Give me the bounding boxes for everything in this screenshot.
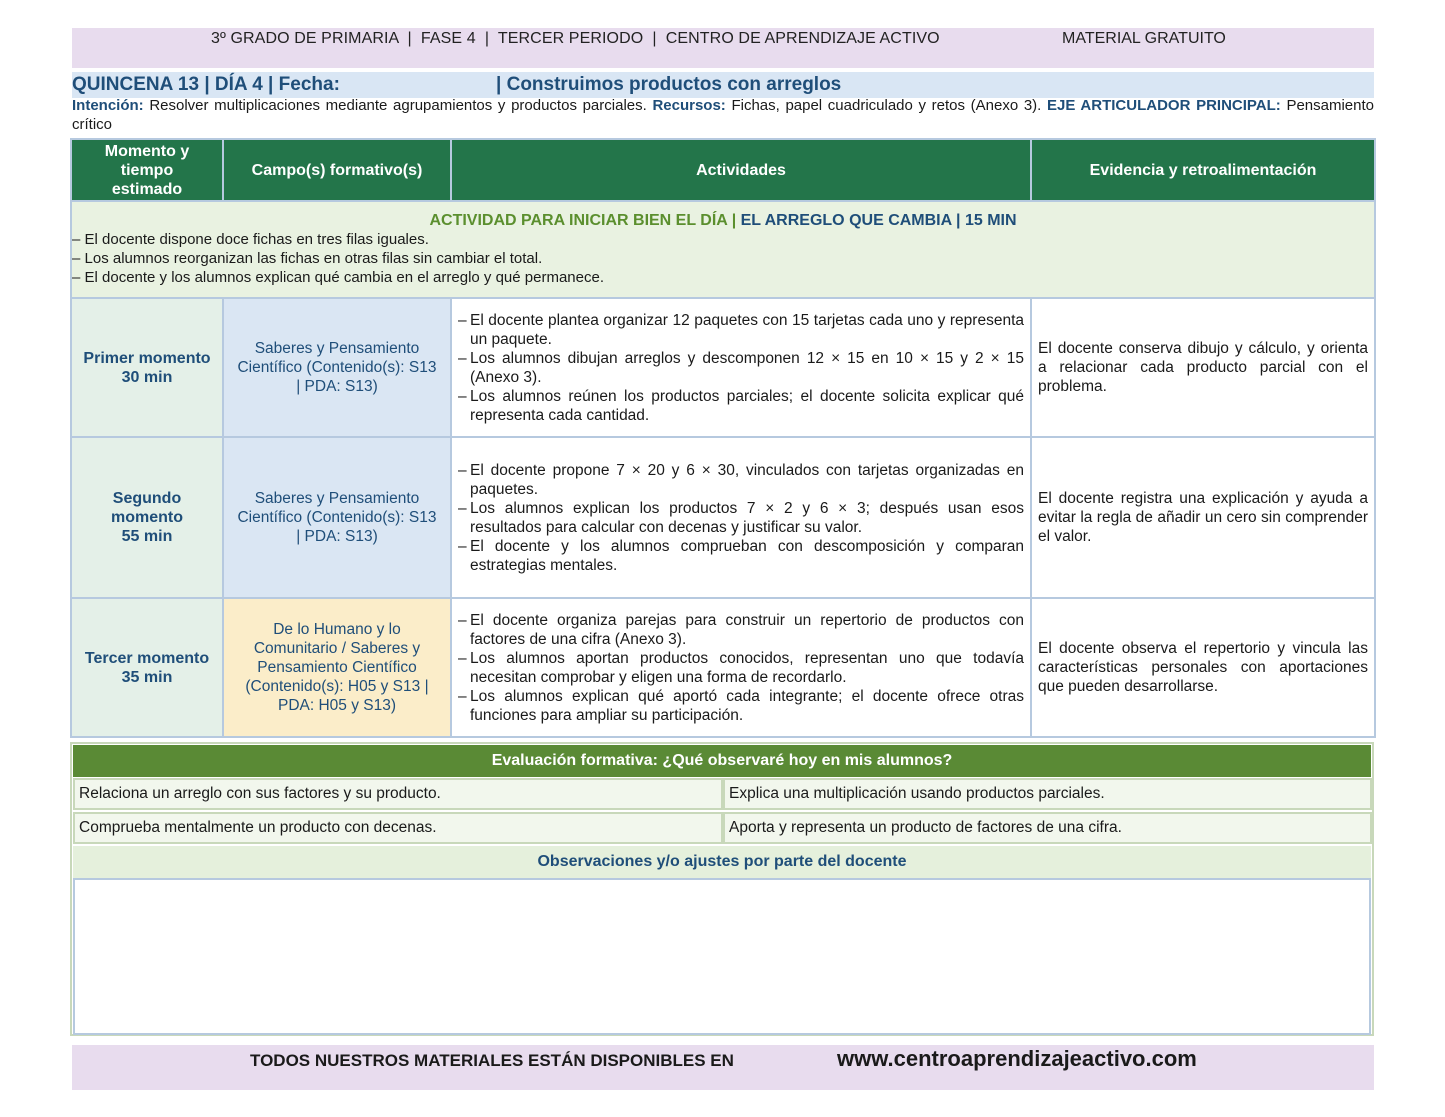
campo-cell: De lo Humano y lo Comunitario / Saberes y Pensamiento Científico (Contenido(s): H05 y S13 | PDA: H05 y S13) [223,598,451,737]
evaluation-item: Relaciona un arreglo con sus factores y su producto. [73,778,723,810]
intention-text: Resolver multiplicaciones mediante agrupamientos y productos parciales. [143,97,653,114]
daystart-line: – Los alumnos reorganizan las fichas en otras filas sin cambiar el total. [72,250,543,267]
axis-label: EJE ARTICULADOR PRINCIPAL: [1046,97,1281,114]
header-evidencia: Evidencia y retroalimentación [1031,139,1375,201]
footer-text: TODOS NUESTROS MATERIALES ESTÁN DISPONIBLES EN [250,1051,734,1070]
observations-notes-area[interactable] [73,878,1371,1035]
activity-item: – Los alumnos explican los productos 7 × 2 y 6 × 3; después usan esos resultados para calcular con decenas y justificar su valor. [458,499,1024,537]
title-bar [72,72,1374,98]
banner-grade-info: 3º GRADO DE PRIMARIA | FASE 4 | TERCER PERIODO | CENTRO DE APRENDIZAJE ACTIVO [211,30,940,47]
top-banner [72,28,1374,68]
activity-item: – El docente y los alumnos comprueban con descomposición y comparan estrategias mentales. [458,537,1024,575]
activity-item: – Los alumnos explican qué aportó cada integrante; el docente ofrece otras funciones para ampliar su participación. [458,687,1024,725]
resources-label: Recursos: [652,97,726,114]
activity-item: – Los alumnos dibujan arreglos y descomponen 12 × 15 en 10 × 15 y 2 × 15 (Anexo 3). [458,349,1024,387]
moment-cell: Primer momento 30 min [71,298,223,437]
header-momento: Momento y tiempo estimado [71,139,223,201]
intention-label: Intención: [72,97,144,114]
daystart-cell [71,201,1375,298]
moment-cell: Segundo momento 55 min [71,437,223,598]
moment-row-1 [71,298,1375,437]
intention-paragraph [72,96,1374,134]
activity-item: – Los alumnos reúnen los productos parciales; el docente solicita explicar qué representa cada cantidad. [458,387,1024,425]
resources-text: Fichas, papel cuadriculado y retos (Anexo 3). [725,97,1047,114]
plan-table [70,138,1376,738]
activities-cell [451,437,1031,598]
evidence-cell: El docente conserva dibujo y cálculo, y orienta a relacionar cada producto parcial con el problema. [1031,298,1375,437]
daystart-line: – El docente y los alumnos explican qué cambia en el arreglo y qué permanece. [72,269,604,286]
evaluation-item: Explica una multiplicación usando productos parciales. [723,778,1372,810]
campo-cell: Saberes y Pensamiento Científico (Contenido(s): S13 | PDA: S13) [223,437,451,598]
formative-evaluation [70,742,1374,1036]
header-actividades: Actividades [451,139,1031,201]
evidence-cell: El docente observa el repertorio y vincula las características personales con aportaciones que pueden desarrollarse. [1031,598,1375,737]
activity-item: – Los alumnos aportan productos conocidos, representan uno que todavía necesitan comprobar y eligen una forma de recordarlo. [458,649,1024,687]
title-quincena-dia-fecha: QUINCENA 13 | DÍA 4 | Fecha: [72,74,340,95]
campo-cell: Saberes y Pensamiento Científico (Contenido(s): S13 | PDA: S13) [223,298,451,437]
moment-cell: Tercer momento 35 min [71,598,223,737]
evidence-cell: El docente registra una explicación y ayuda a evitar la regla de añadir un cero sin comprender el valor. [1031,437,1375,598]
daystart-row [71,201,1375,298]
activity-item: – El docente organiza parejas para construir un repertorio de productos con factores de una cifra (Anexo 3). [458,611,1024,649]
daystart-heading: ACTIVIDAD PARA INICIAR BIEN EL DÍA | EL ARREGLO QUE CAMBIA | 15 MIN [429,212,1017,229]
footer-url-link[interactable]: www.centroaprendizajeactivo.com [837,1046,1197,1071]
evaluation-title: Evaluación formativa: ¿Qué observaré hoy en mis alumnos? [73,745,1371,777]
banner-free-material: MATERIAL GRATUITO [1062,30,1226,47]
header-campo: Campo(s) formativo(s) [223,139,451,201]
axis-text: Pensamiento crítico [72,97,1374,133]
daystart-line: – El docente dispone doce fichas en tres filas iguales. [72,231,429,248]
evaluation-item: Comprueba mentalmente un producto con decenas. [73,812,723,844]
activities-cell [451,298,1031,437]
observations-title: Observaciones y/o ajustes por parte del docente [73,846,1371,878]
activity-item: – El docente plantea organizar 12 paquetes con 15 tarjetas cada uno y representa un paquete. [458,311,1024,349]
activities-cell [451,598,1031,737]
moment-row-2 [71,437,1375,598]
footer-banner [72,1045,1374,1090]
evaluation-item: Aporta y representa un producto de factores de una cifra. [723,812,1372,844]
table-header-row [71,139,1375,201]
activity-item: – El docente propone 7 × 20 y 6 × 30, vinculados con tarjetas organizadas en paquetes. [458,461,1024,499]
moment-row-3 [71,598,1375,737]
title-session-name: | Construimos productos con arreglos [496,74,842,95]
